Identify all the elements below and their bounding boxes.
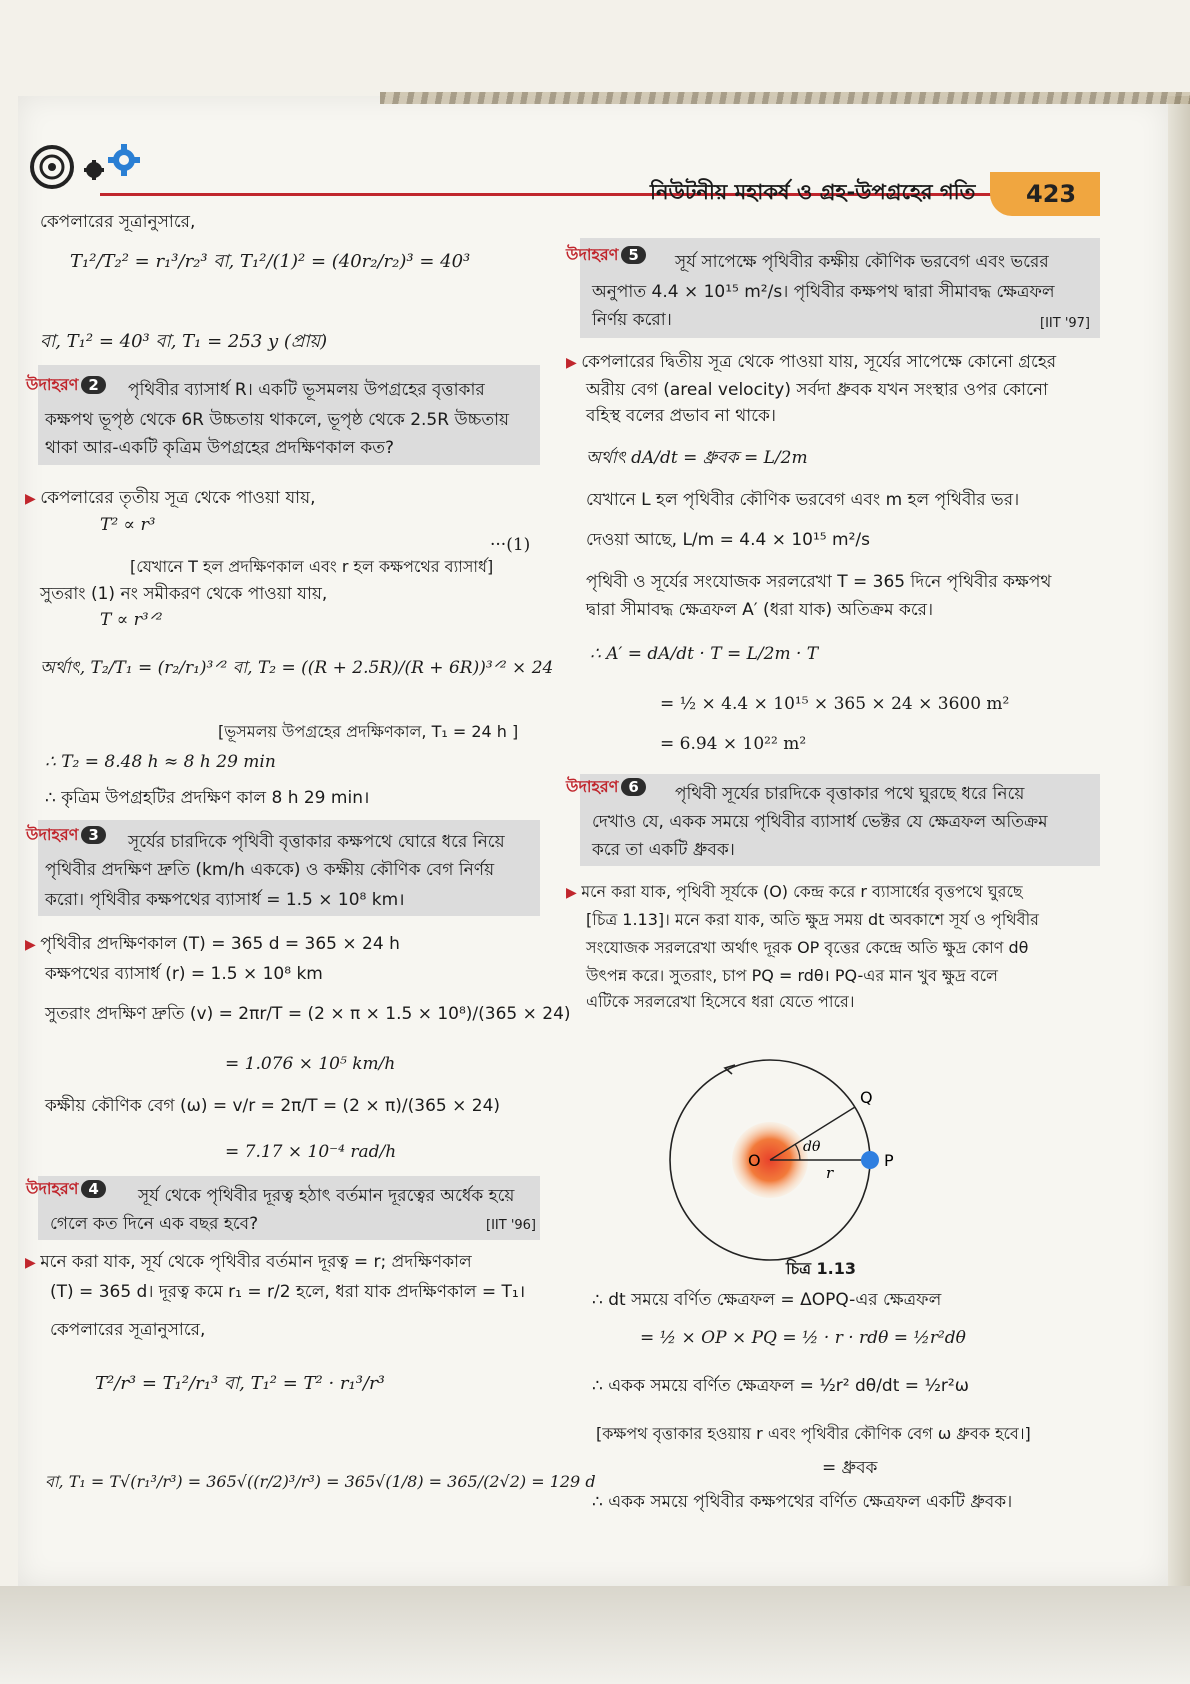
- example-5-step: ∴ A′ = dA/dt · T = L/2m · T: [590, 644, 819, 664]
- brain-gear-logo-icon: [22, 140, 162, 194]
- example-2-step: ∴ T₂ = 8.48 h ≈ 8 h 29 min: [45, 752, 276, 772]
- equation-number: ···(1): [490, 535, 531, 555]
- example-3-step: সুতরাং প্রদক্ষিণ দ্রুতি (v) = 2πr/T = (2 × π × 1.5 × 10⁸)/(365 × 24): [45, 1004, 571, 1024]
- example-5-step: যেখানে L হল পৃথিবীর কৌণিক ভরবেগ এবং m হল পৃথিবীর ভর।: [586, 490, 1020, 510]
- example-6-step: ∴ একক সময়ে বর্ণিত ক্ষেত্রফল = ½r² dθ/dt = ½r²ω: [592, 1376, 969, 1396]
- example-5-tag: উদাহরণ 5: [566, 242, 646, 269]
- kepler-intro: কেপলারের সূত্রানুসারে,: [40, 212, 196, 232]
- label-dtheta: dθ: [803, 1139, 821, 1155]
- figure-caption: চিত্র 1.13: [786, 1259, 857, 1278]
- example-4-step: ▶ মনে করা যাক, সূর্য থেকে পৃথিবীর বর্তমান দূরত্ব = r; প্রদক্ষিণকাল: [25, 1252, 472, 1272]
- example-3-step: = 1.076 × 10⁵ km/h: [225, 1054, 396, 1074]
- example-4-reference: [IIT '96]: [486, 1218, 537, 1233]
- example-5-step: বহিস্থ বলের প্রভাব না থাকে।: [586, 406, 777, 426]
- example-2-step: [ভূসমলয় উপগ্রহের প্রদক্ষিণকাল, T₁ = 24 h ]: [218, 722, 519, 741]
- example-6-question-line-1: পৃথিবী সূর্যের চারদিকে বৃত্তাকার পথে ঘুরছে ধরে নিয়ে: [675, 784, 1025, 804]
- example-5-step: অরীয় বেগ (areal velocity) সর্বদা ধ্রুবক যখন সংস্থার ওপর কোনো: [586, 380, 1048, 400]
- label-p: P: [884, 1151, 894, 1170]
- label-q: Q: [860, 1088, 873, 1107]
- example-6-conclusion: ∴ একক সময়ে পৃথিবীর কক্ষপথের বর্ণিত ক্ষেত্রফল একটি ধ্রুবক।: [592, 1492, 1013, 1512]
- example-2-step: [যেখানে T হল প্রদক্ষিণকাল এবং r হল কক্ষপথের ব্যাসার্ধ]: [130, 557, 494, 576]
- example-2-question-line-2: কক্ষপথ ভূপৃষ্ঠ থেকে 6R উচ্চতায় থাকলে, ভূপৃষ্ঠ থেকে 2.5R উচ্চতায়: [45, 410, 510, 430]
- example-4-step: (T) = 365 d। দূরত্ব কমে r₁ = r/2 হলে, ধরা যাক প্রদক্ষিণকাল = T₁।: [50, 1282, 526, 1302]
- example-3-step: কক্ষপথের ব্যাসার্ধ (r) = 1.5 × 10⁸ km: [45, 964, 323, 984]
- example-6-step: ∴ dt সময়ে বর্ণিত ক্ষেত্রফল = ΔOPQ-এর ক্ষেত্রফল: [592, 1290, 942, 1310]
- example-6-question-line-2: দেখাও যে, একক সময়ে পৃথিবীর ব্যাসার্ধ ভেক্টর যে ক্ষেত্রফল অতিক্রম: [592, 812, 1048, 832]
- label-o: O: [748, 1151, 761, 1170]
- example-2-question-line-3: থাকা আর-একটি কৃত্রিম উপগ্রহের প্রদক্ষিণকাল কত?: [45, 438, 395, 458]
- binding-strip: [380, 92, 1190, 104]
- example-2-question-line-1: পৃথিবীর ব্যাসার্ধ R। একটি ভূসমলয় উপগ্রহের বৃত্তাকার: [128, 380, 485, 400]
- example-6-step: [কক্ষপথ বৃত্তাকার হওয়ায় r এবং পৃথিবীর কৌণিক বেগ ω ধ্রুবক হবে।]: [596, 1424, 1031, 1443]
- example-6-step: = ½ × OP × PQ = ½ · r · rdθ = ½r²dθ: [640, 1328, 966, 1348]
- example-5-step: দেওয়া আছে, L/m = 4.4 × 10¹⁵ m²/s: [586, 530, 870, 550]
- example-2-step: অর্থাৎ, T₂/T₁ = (r₂/r₁)³ᐟ² বা, T₂ = ((R + 2.5R)/(R + 6R))³ᐟ² × 24: [40, 658, 554, 678]
- example-5-step: = ½ × 4.4 × 10¹⁵ × 365 × 24 × 3600 m²: [660, 694, 1010, 714]
- example-4-step: বা, T₁ = T√(r₁³/r³) = 365√((r/2)³/r³) = 365√(1/8) = 365/(2√2) = 129 d: [45, 1472, 596, 1491]
- book-spine-edge: [1168, 96, 1190, 1596]
- example-3-question-line-1: সূর্যের চারদিকে পৃথিবী বৃত্তাকার কক্ষপথে ঘোরে ধরে নিয়ে: [128, 832, 505, 852]
- example-4-question-line-1: সূর্য থেকে পৃথিবীর দূরত্ব হঠাৎ বর্তমান দূরত্বের অর্ধেক হয়ে: [138, 1186, 515, 1206]
- example-4-tag: উদাহরণ 4: [26, 1176, 106, 1203]
- example-6-step: উৎপন্ন করে। সুতরাং, চাপ PQ = rdθ। PQ-এর মান খুব ক্ষুদ্র বলে: [586, 966, 998, 985]
- example-5-question-line-3: নির্ণয় করো।: [592, 310, 672, 330]
- example-3-question-line-3: করো। পৃথিবীর কক্ষপথের ব্যাসার্ধ = 1.5 × 10⁸ km।: [45, 890, 405, 910]
- example-5-reference: [IIT '97]: [1040, 316, 1091, 331]
- bottom-shadow: [0, 1586, 1190, 1684]
- example-5-step: দ্বারা সীমাবদ্ধ ক্ষেত্রফল A′ (ধরা যাক) অতিক্রম করে।: [586, 600, 934, 620]
- example-5-step: পৃথিবী ও সূর্যের সংযোজক সরলরেখা T = 365 দিনে পৃথিবীর কক্ষপথ: [586, 572, 1052, 592]
- example-5-step: = 6.94 × 10²² m²: [660, 734, 807, 754]
- example-3-step: = 7.17 × 10⁻⁴ rad/h: [225, 1142, 397, 1162]
- example-6-step: এটিকে সরলরেখা হিসেবে ধরা যেতে পারে।: [586, 992, 855, 1011]
- example-2-step: সুতরাং (1) নং সমীকরণ থেকে পাওয়া যায়,: [40, 584, 328, 604]
- chapter-title: নিউটনীয় মহাকর্ষ ও গ্রহ-উপগ্রহের গতি: [650, 180, 976, 204]
- example-4-step: T²/r³ = T₁²/r₁³ বা, T₁² = T² · r₁³/r³: [95, 1373, 385, 1394]
- example-6-step: ▶ মনে করা যাক, পৃথিবী সূর্যকে (O) কেন্দ্র করে r ব্যাসার্ধের বৃত্তপথে ঘুরছে: [566, 882, 1023, 901]
- example-6-step: = ধ্রুবক: [822, 1458, 878, 1478]
- example-2-step: ∴ কৃত্রিম উপগ্রহটির প্রদক্ষিণ কাল 8 h 29 min।: [45, 788, 370, 808]
- example-6-step: [চিত্র 1.13]। মনে করা যাক, অতি ক্ষুদ্র সময় dt অবকাশে সূর্য ও পৃথিবীর: [586, 910, 1039, 929]
- example-4-step: কেপলারের সূত্রানুসারে,: [50, 1320, 206, 1340]
- example-3-tag: উদাহরণ 3: [26, 822, 106, 849]
- example-6-step: সংযোজক সরলরেখা অর্থাৎ দূরক OP বৃত্তের কেন্দ্রে অতি ক্ষুদ্র কোণ dθ: [586, 938, 1029, 957]
- label-r: r: [826, 1164, 834, 1182]
- earth-point: [861, 1151, 879, 1169]
- example-5-question-line-1: সূর্য সাপেক্ষে পৃথিবীর কক্ষীয় কৌণিক ভরবেগ এবং ভরের: [675, 252, 1049, 272]
- example-2-tag: উদাহরণ 2: [26, 372, 106, 399]
- example-5-question-line-2: অনুপাত 4.4 × 10¹⁵ m²/s। পৃথিবীর কক্ষপথ দ্বারা সীমাবদ্ধ ক্ষেত্রফল: [592, 282, 1055, 302]
- example-5-step: ▶ কেপলারের দ্বিতীয় সূত্র থেকে পাওয়া যায়, সূর্যের সাপেক্ষে কোনো গ্রহের: [566, 352, 1057, 372]
- example-3-step: ▶ পৃথিবীর প্রদক্ষিণকাল (T) = 365 d = 365 × 24 h: [25, 934, 400, 954]
- example-2-step: ▶ কেপলারের তৃতীয় সূত্র থেকে পাওয়া যায়,: [25, 488, 316, 508]
- equation-1: T₁²/T₂² = r₁³/r₂³ বা, T₁²/(1)² = (40r₂/r₂)³ = 40³: [70, 251, 471, 272]
- example-6-tag: উদাহরণ 6: [566, 774, 646, 801]
- example-3-question-line-2: পৃথিবীর প্রদক্ষিণ দ্রুতি (km/h এককে) ও কক্ষীয় কৌণিক বেগ নির্ণয়: [45, 860, 495, 880]
- orbit-diagram: [640, 1045, 940, 1265]
- example-3-step: কক্ষীয় কৌণিক বেগ (ω) = v/r = 2π/T = (2 × π)/(365 × 24): [45, 1096, 501, 1116]
- example-2-step: T² ∝ r³: [100, 515, 156, 535]
- example-4-question-line-2: গেলে কত দিনে এক বছর হবে?: [50, 1214, 259, 1234]
- example-5-step: অর্থাৎ dA/dt = ধ্রুবক = L/2m: [586, 448, 808, 468]
- page-number: 423: [1026, 180, 1077, 208]
- example-2-step: T ∝ r³ᐟ²: [100, 610, 163, 630]
- equation-2: বা, T₁² = 40³ বা, T₁ = 253 y (প্রায়): [40, 331, 328, 352]
- example-6-question-line-3: করে তা একটি ধ্রুবক।: [592, 840, 735, 860]
